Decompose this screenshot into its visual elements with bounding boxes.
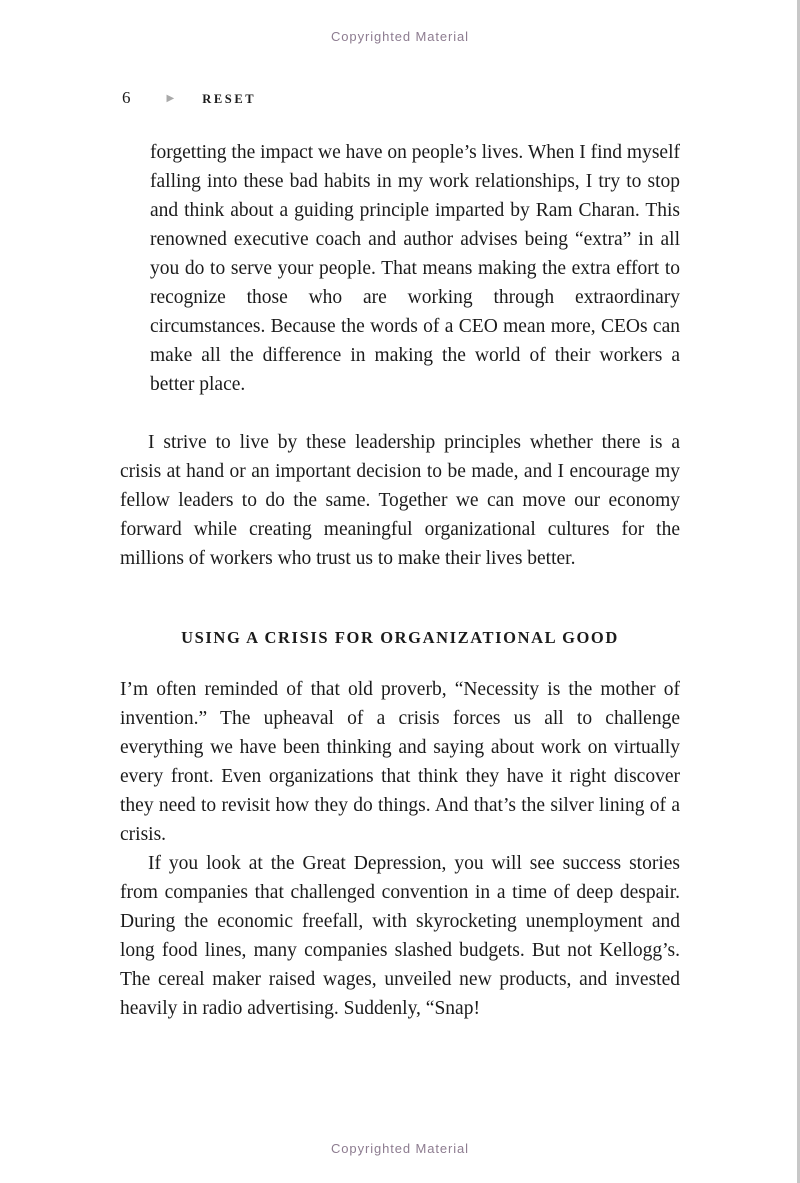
triangle-separator-icon: ▶ [166,93,175,104]
section-heading: USING A CRISIS FOR ORGANIZATIONAL GOOD [181,628,619,647]
body-paragraph: If you look at the Great Depression, you will see success stories from companies that challenged convention in a time of deep despair. During the economic freefall, with skyrocketing unemployment and long food lines, many companies slashed budgets. But not Kellogg’s. The cereal maker raised wages, unveiled new products, and invested heavily in radio advertising. Suddenly, “Snap! [120,853,680,1019]
block-quote-paragraph: forgetting the impact we have on people’s lives. When I find myself falling into these bad habits in my work relationships, I try to stop and think about a guiding principle imparted by Ram Charan. This renowned executive coach and author advises being “extra” in all you do to serve your people. That means making the extra effort to recognize those who are working through extraordinary circumstances. Because the words of a CEO mean more, CEOs can make all the difference in making the world of their workers a better place. [150,142,680,395]
copyright-notice-top: Copyrighted Material [331,29,469,44]
running-header [122,88,680,108]
running-head-title: RESET [202,92,257,106]
body-paragraph: I strive to live by these leadership principles whether there is a crisis at hand or an important decision to be made, and I encourage my fellow leaders to do the same. Together we can move our economy forward while creating meaningful organizational cultures for the millions of workers who trust us to make their lives better. [120,432,680,569]
page-number: 6 [122,88,131,107]
body-paragraph: I’m often reminded of that old proverb, “Necessity is the mother of invention.” The upheaval of a crisis forces us all to challenge everything we have been thinking and saying about work on virtually every front. Even organizations that think they have it right discover they need to revisit how they do things. And that’s the silver lining of a crisis. [120,679,680,845]
copyright-notice-bottom: Copyrighted Material [331,1141,469,1156]
